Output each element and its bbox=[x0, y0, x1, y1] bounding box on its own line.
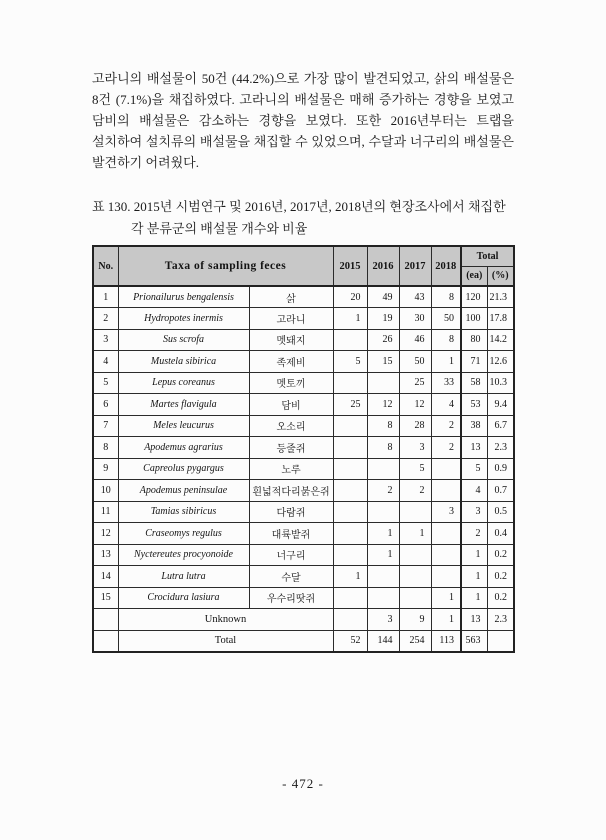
value-2018: 1 bbox=[431, 587, 461, 609]
total-count: 1 bbox=[461, 587, 487, 609]
value-2017: 43 bbox=[399, 286, 431, 308]
value-2016: 144 bbox=[367, 630, 399, 652]
korean-name: 오소리 bbox=[249, 415, 333, 437]
header-taxa: Taxa of sampling feces bbox=[118, 246, 333, 286]
total-percent: 17.8 bbox=[487, 308, 514, 330]
total-percent: 6.7 bbox=[487, 415, 514, 437]
value-2016: 1 bbox=[367, 544, 399, 566]
value-2017: 2 bbox=[399, 480, 431, 502]
row-number: 12 bbox=[93, 523, 118, 545]
total-percent: 21.3 bbox=[487, 286, 514, 308]
page-content bbox=[92, 68, 514, 653]
korean-name: 우수리땃쥐 bbox=[249, 587, 333, 609]
value-2015 bbox=[333, 480, 367, 502]
total-percent bbox=[487, 630, 514, 652]
total-count: 100 bbox=[461, 308, 487, 330]
total-count: 38 bbox=[461, 415, 487, 437]
row-number: 3 bbox=[93, 329, 118, 351]
value-2018: 50 bbox=[431, 308, 461, 330]
scientific-name: Lepus coreanus bbox=[118, 372, 249, 394]
row-number: 10 bbox=[93, 480, 118, 502]
scientific-name: Martes flavigula bbox=[118, 394, 249, 416]
table-row bbox=[93, 501, 514, 523]
total-percent: 0.5 bbox=[487, 501, 514, 523]
value-2018: 1 bbox=[431, 351, 461, 373]
paragraph-line: 담비의 배설물은 감소하는 경향을 보였다. 또한 2016년부터는 트랩을 bbox=[92, 113, 514, 128]
paragraph-line: 8건 (7.1%)을 채집하였다. 고라니의 배설물은 매해 증가하는 경향을 보였고 bbox=[92, 92, 514, 107]
total-count: 71 bbox=[461, 351, 487, 373]
value-2018 bbox=[431, 566, 461, 588]
value-2018 bbox=[431, 480, 461, 502]
table-row bbox=[93, 415, 514, 437]
table-row bbox=[93, 308, 514, 330]
value-2017: 46 bbox=[399, 329, 431, 351]
table-body bbox=[93, 286, 514, 652]
value-2016 bbox=[367, 372, 399, 394]
header-2017: 2017 bbox=[399, 246, 431, 286]
table-header bbox=[93, 246, 514, 286]
total-percent: 2.3 bbox=[487, 609, 514, 631]
table-row bbox=[93, 480, 514, 502]
value-2015 bbox=[333, 501, 367, 523]
value-2017: 50 bbox=[399, 351, 431, 373]
total-percent: 10.3 bbox=[487, 372, 514, 394]
table-row bbox=[93, 587, 514, 609]
value-2018 bbox=[431, 544, 461, 566]
scientific-name: Apodemus agrarius bbox=[118, 437, 249, 459]
value-2016 bbox=[367, 587, 399, 609]
scientific-name: Sus scrofa bbox=[118, 329, 249, 351]
value-2015: 1 bbox=[333, 308, 367, 330]
value-2016: 1 bbox=[367, 523, 399, 545]
value-2018 bbox=[431, 523, 461, 545]
total-percent: 14.2 bbox=[487, 329, 514, 351]
value-2017 bbox=[399, 587, 431, 609]
total-count: 1 bbox=[461, 544, 487, 566]
value-2017: 28 bbox=[399, 415, 431, 437]
value-2015 bbox=[333, 609, 367, 631]
scientific-name: Hydropotes inermis bbox=[118, 308, 249, 330]
table-caption-line2: 각 분류군의 배설물 개수와 비율 bbox=[131, 221, 308, 236]
value-2017: 1 bbox=[399, 523, 431, 545]
table-caption-line1: 표 130. 2015년 시범연구 및 2016년, 2017년, 2018년의 현장조사에서 채집한 bbox=[92, 199, 506, 214]
total-percent: 0.7 bbox=[487, 480, 514, 502]
table-row bbox=[93, 394, 514, 416]
total-percent: 0.2 bbox=[487, 587, 514, 609]
total-count: 1 bbox=[461, 566, 487, 588]
page-number: - 472 - bbox=[282, 776, 324, 791]
total-count: 3 bbox=[461, 501, 487, 523]
value-2017: 5 bbox=[399, 458, 431, 480]
summary-label: Total bbox=[118, 630, 333, 652]
value-2017: 25 bbox=[399, 372, 431, 394]
korean-name: 고라니 bbox=[249, 308, 333, 330]
value-2015: 52 bbox=[333, 630, 367, 652]
value-2015 bbox=[333, 372, 367, 394]
row-number: 6 bbox=[93, 394, 118, 416]
value-2018: 8 bbox=[431, 286, 461, 308]
row-number bbox=[93, 630, 118, 652]
korean-name: 족제비 bbox=[249, 351, 333, 373]
value-2015: 25 bbox=[333, 394, 367, 416]
scientific-name: Meles leucurus bbox=[118, 415, 249, 437]
header-2018: 2018 bbox=[431, 246, 461, 286]
scientific-name: Lutra lutra bbox=[118, 566, 249, 588]
summary-row bbox=[93, 609, 514, 631]
korean-name: 노루 bbox=[249, 458, 333, 480]
table-row bbox=[93, 329, 514, 351]
value-2016: 2 bbox=[367, 480, 399, 502]
value-2016: 3 bbox=[367, 609, 399, 631]
table-row bbox=[93, 566, 514, 588]
scientific-name: Nyctereutes procyonoide bbox=[118, 544, 249, 566]
row-number: 4 bbox=[93, 351, 118, 373]
total-percent: 2.3 bbox=[487, 437, 514, 459]
korean-name: 담비 bbox=[249, 394, 333, 416]
total-count: 80 bbox=[461, 329, 487, 351]
total-percent: 0.9 bbox=[487, 458, 514, 480]
korean-name: 수달 bbox=[249, 566, 333, 588]
scientific-name: Tamias sibiricus bbox=[118, 501, 249, 523]
total-count: 13 bbox=[461, 609, 487, 631]
scientific-name: Craseomys regulus bbox=[118, 523, 249, 545]
table-row bbox=[93, 458, 514, 480]
table-row bbox=[93, 544, 514, 566]
table-row bbox=[93, 372, 514, 394]
total-percent: 0.4 bbox=[487, 523, 514, 545]
value-2015 bbox=[333, 587, 367, 609]
value-2018: 2 bbox=[431, 415, 461, 437]
feces-count-table bbox=[92, 245, 515, 653]
value-2017 bbox=[399, 566, 431, 588]
summary-label: Unknown bbox=[118, 609, 333, 631]
scientific-name: Crocidura lasiura bbox=[118, 587, 249, 609]
korean-name: 멧토끼 bbox=[249, 372, 333, 394]
value-2015 bbox=[333, 415, 367, 437]
row-number: 2 bbox=[93, 308, 118, 330]
row-number: 9 bbox=[93, 458, 118, 480]
korean-name: 등줄쥐 bbox=[249, 437, 333, 459]
total-count: 2 bbox=[461, 523, 487, 545]
row-number: 5 bbox=[93, 372, 118, 394]
korean-name: 멧돼지 bbox=[249, 329, 333, 351]
table-row bbox=[93, 286, 514, 308]
value-2016: 26 bbox=[367, 329, 399, 351]
paragraph-line: 발견하기 어려웠다. bbox=[92, 155, 199, 170]
row-number: 14 bbox=[93, 566, 118, 588]
table-row bbox=[93, 523, 514, 545]
value-2016: 19 bbox=[367, 308, 399, 330]
value-2016: 8 bbox=[367, 415, 399, 437]
scientific-name: Prionailurus bengalensis bbox=[118, 286, 249, 308]
header-2015: 2015 bbox=[333, 246, 367, 286]
header-no: No. bbox=[93, 246, 118, 286]
paragraph-line: 설치하여 설치류의 배설물을 채집할 수 있었으며, 수달과 너구리의 배설물은 bbox=[92, 134, 514, 149]
korean-name: 흰넓적다리붉은쥐 bbox=[249, 480, 333, 502]
row-number: 1 bbox=[93, 286, 118, 308]
total-percent: 0.2 bbox=[487, 566, 514, 588]
value-2017: 9 bbox=[399, 609, 431, 631]
value-2016 bbox=[367, 501, 399, 523]
row-number: 11 bbox=[93, 501, 118, 523]
row-number: 7 bbox=[93, 415, 118, 437]
header-total-pct: (%) bbox=[487, 266, 514, 286]
row-number: 8 bbox=[93, 437, 118, 459]
total-percent: 9.4 bbox=[487, 394, 514, 416]
total-count: 5 bbox=[461, 458, 487, 480]
value-2016: 49 bbox=[367, 286, 399, 308]
summary-row bbox=[93, 630, 514, 652]
value-2018: 113 bbox=[431, 630, 461, 652]
value-2018: 33 bbox=[431, 372, 461, 394]
value-2017: 3 bbox=[399, 437, 431, 459]
korean-name: 삵 bbox=[249, 286, 333, 308]
table-row bbox=[93, 351, 514, 373]
scientific-name: Capreolus pygargus bbox=[118, 458, 249, 480]
total-percent: 0.2 bbox=[487, 544, 514, 566]
total-count: 120 bbox=[461, 286, 487, 308]
scientific-name: Mustela sibirica bbox=[118, 351, 249, 373]
value-2015 bbox=[333, 544, 367, 566]
row-number: 13 bbox=[93, 544, 118, 566]
value-2017 bbox=[399, 501, 431, 523]
value-2016: 12 bbox=[367, 394, 399, 416]
header-total: Total bbox=[461, 246, 514, 266]
value-2018: 1 bbox=[431, 609, 461, 631]
value-2018 bbox=[431, 458, 461, 480]
value-2017: 12 bbox=[399, 394, 431, 416]
value-2016 bbox=[367, 458, 399, 480]
header-total-ea: (ea) bbox=[461, 266, 487, 286]
value-2018: 4 bbox=[431, 394, 461, 416]
value-2015 bbox=[333, 329, 367, 351]
value-2016: 8 bbox=[367, 437, 399, 459]
total-count: 4 bbox=[461, 480, 487, 502]
total-count: 563 bbox=[461, 630, 487, 652]
scientific-name: Apodemus peninsulae bbox=[118, 480, 249, 502]
total-percent: 12.6 bbox=[487, 351, 514, 373]
value-2015: 20 bbox=[333, 286, 367, 308]
korean-name: 다람쥐 bbox=[249, 501, 333, 523]
value-2018: 8 bbox=[431, 329, 461, 351]
header-2016: 2016 bbox=[367, 246, 399, 286]
value-2015: 5 bbox=[333, 351, 367, 373]
total-count: 53 bbox=[461, 394, 487, 416]
value-2017 bbox=[399, 544, 431, 566]
korean-name: 대륙밭쥐 bbox=[249, 523, 333, 545]
total-count: 58 bbox=[461, 372, 487, 394]
value-2018: 3 bbox=[431, 501, 461, 523]
table-caption bbox=[92, 196, 514, 240]
total-count: 13 bbox=[461, 437, 487, 459]
value-2015 bbox=[333, 437, 367, 459]
value-2016: 15 bbox=[367, 351, 399, 373]
table-row bbox=[93, 437, 514, 459]
korean-name: 너구리 bbox=[249, 544, 333, 566]
paragraph-line: 고라니의 배설물이 50건 (44.2%)으로 가장 많이 발견되었고, 삵의 배설물은 bbox=[92, 71, 514, 86]
row-number bbox=[93, 609, 118, 631]
value-2018: 2 bbox=[431, 437, 461, 459]
value-2017: 254 bbox=[399, 630, 431, 652]
value-2016 bbox=[367, 566, 399, 588]
value-2015 bbox=[333, 458, 367, 480]
value-2015 bbox=[333, 523, 367, 545]
paragraph bbox=[92, 68, 514, 173]
row-number: 15 bbox=[93, 587, 118, 609]
value-2015: 1 bbox=[333, 566, 367, 588]
value-2017: 30 bbox=[399, 308, 431, 330]
